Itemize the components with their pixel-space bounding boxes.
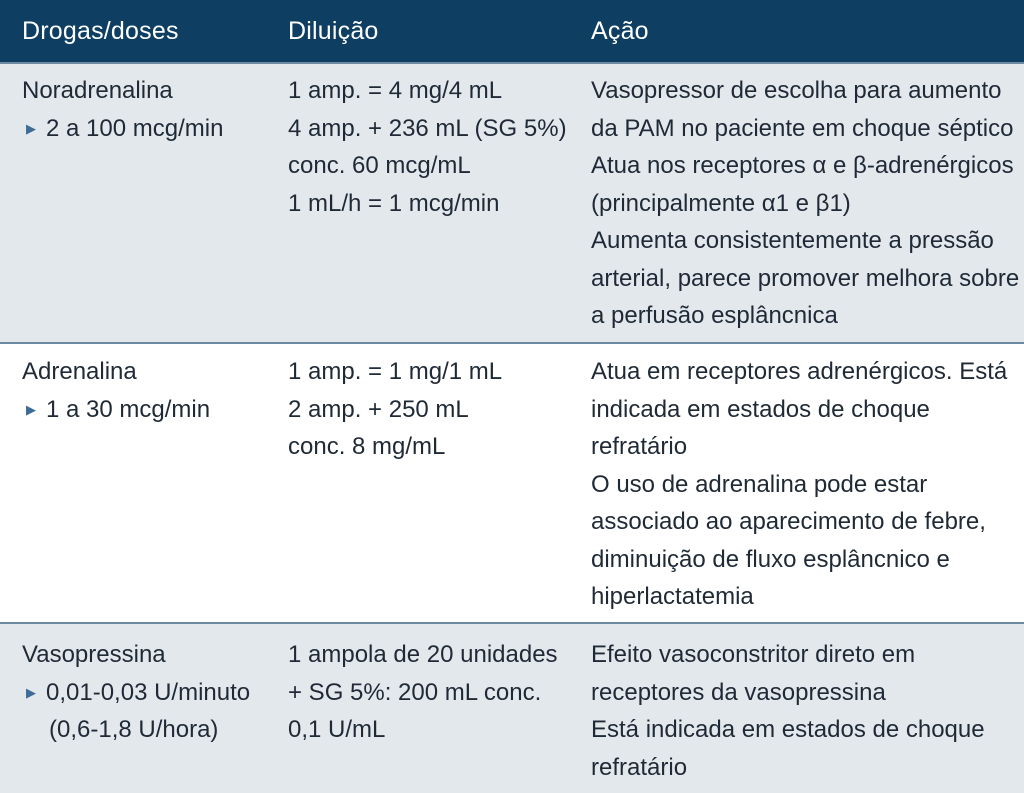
header-dilution: Diluição [288,17,379,45]
action-line: Aumenta consistentemente a pressão [591,227,994,254]
action-line: hiperlactatemia [591,583,754,610]
action-line: Atua em receptores adrenérgicos. Está [591,358,1008,385]
action-cell [591,72,1019,335]
triangle-right-icon: ▶ [26,401,36,417]
dose-text: 0,01-0,03 U/minuto [46,678,251,706]
dilution-line: + SG 5%: 200 mL conc. [288,678,542,706]
dilution-cell [288,353,502,466]
drug-cell [22,353,210,428]
action-line: Está indicada em estados de choque [591,716,985,743]
table-row-adrenalina [0,344,1024,622]
dose-text: 2 a 100 mcg/min [46,114,224,142]
dose-line [22,391,210,429]
header-action: Ação [591,17,649,45]
action-line: Atua nos receptores α e β-adrenérgicos [591,152,1014,179]
drug-name: Noradrenalina [22,77,173,104]
action-line: a perfusão esplâncnica [591,302,838,329]
drug-cell [22,636,250,749]
dilution-line: 4 amp. + 236 mL (SG 5%) [288,114,567,142]
action-line: arterial, parece promover melhora sobre [591,264,1020,292]
dose-text: 1 a 30 mcg/min [46,395,211,423]
triangle-right-icon: ▶ [26,684,36,700]
dilution-line: conc. 60 mcg/mL [288,152,471,179]
table-header [0,0,1024,64]
action-line: refratário [591,753,688,781]
drug-name: Adrenalina [22,358,137,385]
dilution-cell [288,636,558,749]
header-drugs-doses: Drogas/doses [22,17,179,45]
dose-line [22,110,223,148]
action-line: refratário [591,433,688,460]
dose-line-continued: (0,6-1,8 U/hora) [49,716,219,743]
table-row-vasopressina [0,624,1024,793]
action-line: indicada em estados de choque [591,395,930,423]
action-line: associado ao aparecimento de febre, [591,508,986,535]
dilution-line: conc. 8 mg/mL [288,433,446,460]
triangle-right-icon: ▶ [26,120,36,136]
dilution-cell [288,72,567,222]
action-cell [591,353,1007,616]
action-cell [591,636,985,786]
action-line: Vasopressor de escolha para aumento [591,77,1002,104]
dilution-line: 1 mL/h = 1 mcg/min [288,189,500,217]
dilution-line: 1 amp. = 1 mg/1 mL [288,358,503,385]
action-line: da PAM no paciente em choque séptico [591,114,1014,142]
table-row-noradrenalina [0,64,1024,342]
dilution-line: 2 amp. + 250 mL [288,395,469,423]
dilution-line: 1 amp. = 4 mg/4 mL [288,77,503,104]
drug-cell [22,72,223,147]
action-line: receptores da vasopressina [591,678,886,706]
drug-name: Vasopressina [22,641,166,668]
dose-line [22,674,250,712]
action-line: Efeito vasoconstritor direto em [591,641,916,668]
action-line: O uso de adrenalina pode estar [591,470,928,498]
dilution-line: 0,1 U/mL [288,716,386,743]
action-line: (principalmente α1 e β1) [591,189,851,217]
action-line: diminuição de fluxo esplâncnico e [591,545,950,573]
dilution-line: 1 ampola de 20 unidades [288,641,558,668]
